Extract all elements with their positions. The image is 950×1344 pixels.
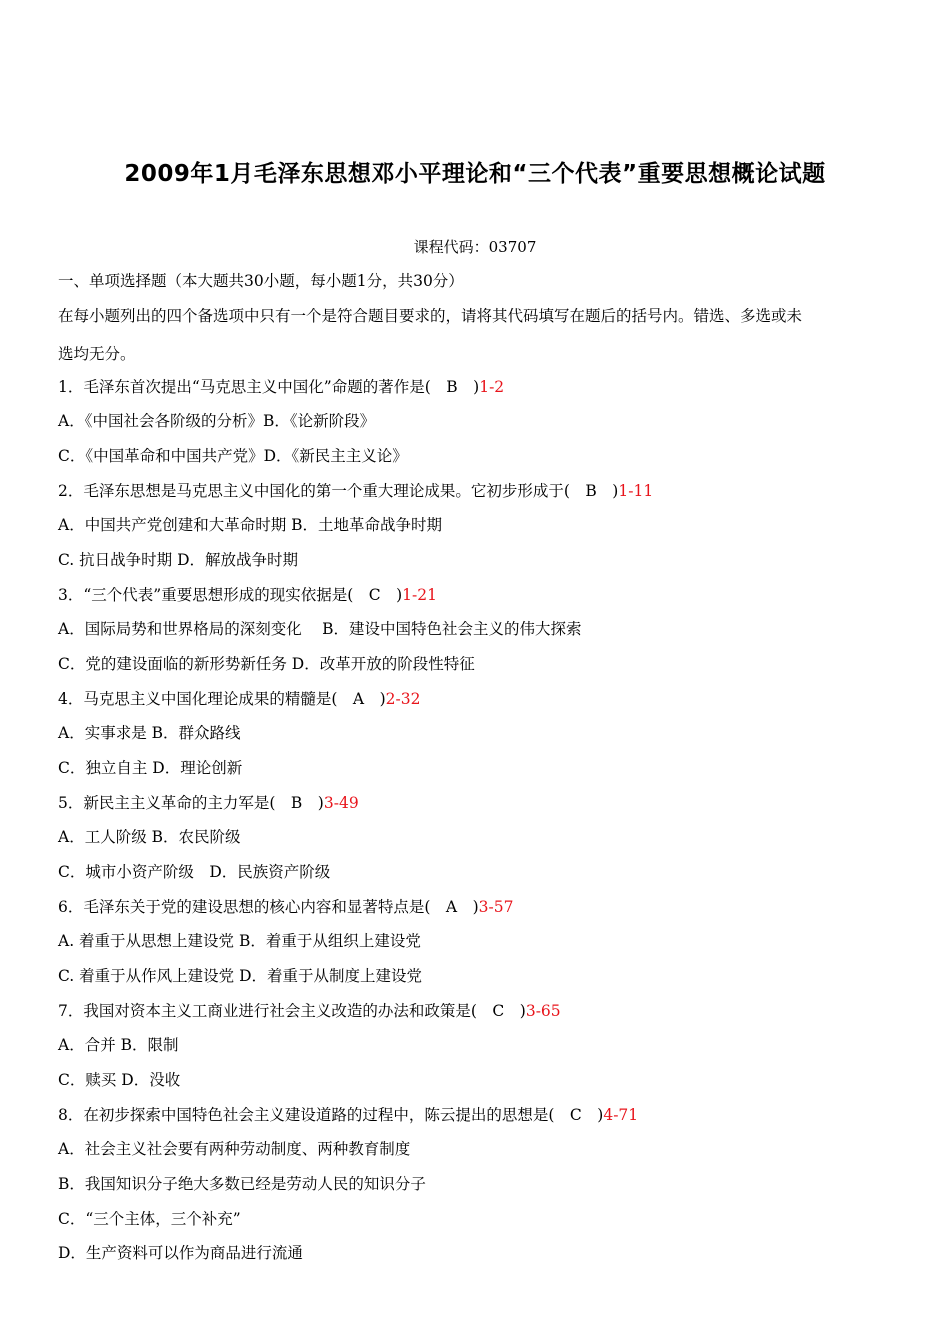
question-stem — [58, 584, 898, 606]
question-option: A．实事求是 B．群众路线 — [58, 724, 241, 742]
question-option: C．“三个主体，三个补充” — [58, 1210, 241, 1228]
question-stem — [58, 688, 898, 710]
question-stem — [58, 792, 898, 814]
question-stem — [58, 1104, 898, 1126]
page-reference: 1-11 — [618, 482, 654, 500]
question-text: 3．“三个代表”重要思想形成的现实依据是( C ) — [58, 586, 403, 604]
page-title: 2009年1月毛泽东思想邓小平理论和“三个代表”重要思想概论试题 — [124, 161, 826, 187]
question-text: 1．毛泽东首次提出“马克思主义中国化”命题的著作是( B ) — [58, 378, 480, 396]
question-stem — [58, 1000, 898, 1022]
question-text: 4．马克思主义中国化理论成果的精髓是( A ) — [58, 690, 386, 708]
question-stem — [58, 376, 898, 398]
question-option: A．工人阶级 B．农民阶级 — [58, 828, 241, 846]
page-reference: 1-21 — [402, 586, 437, 604]
instructions-line: 选均无分。 — [58, 345, 136, 363]
instructions-line: 在每小题列出的四个备选项中只有一个是符合题目要求的，请将其代码填写在题后的括号内。错选、多选或未 — [58, 307, 803, 325]
question-stem — [58, 480, 898, 502]
question-option: C．城市小资产阶级 D．民族资产阶级 — [58, 863, 331, 881]
question-option: C．赎买 D．没收 — [58, 1071, 181, 1089]
question-option: A．社会主义社会要有两种劳动制度、两种教育制度 — [58, 1140, 411, 1158]
question-option: A. 着重于从思想上建设党 B．着重于从组织上建设党 — [58, 932, 421, 950]
question-text: 2．毛泽东思想是马克思主义中国化的第一个重大理论成果。它初步形成于( B ) — [58, 482, 619, 500]
question-option: A．国际局势和世界格局的深刻变化 B．建设中国特色社会主义的伟大探索 — [58, 620, 582, 638]
question-text: 7．我国对资本主义工商业进行社会主义改造的办法和政策是( C ) — [58, 1002, 526, 1020]
page-reference: 3-65 — [525, 1002, 561, 1020]
question-option: C．《中国革命和中国共产党》D．《新民主主义论》 — [58, 447, 408, 465]
page-reference: 3-57 — [478, 898, 514, 916]
page-reference: 3-49 — [323, 794, 359, 812]
question-option: C. 抗日战争时期 D．解放战争时期 — [58, 551, 299, 569]
page-reference: 4-71 — [603, 1106, 639, 1124]
question-option: C．独立自主 D．理论创新 — [58, 759, 243, 777]
question-option: A．合并 B．限制 — [58, 1036, 179, 1054]
question-option: C．党的建设面临的新形势新任务 D．改革开放的阶段性特征 — [58, 655, 475, 673]
page-reference: 2-32 — [385, 690, 421, 708]
question-option: A．中国共产党创建和大革命时期 B．土地革命战争时期 — [58, 516, 443, 534]
page-reference: 1-2 — [479, 378, 505, 396]
question-option: C. 着重于从作风上建设党 D．着重于从制度上建设党 — [58, 967, 423, 985]
question-text: 8．在初步探索中国特色社会主义建设道路的过程中，陈云提出的思想是( C ) — [58, 1106, 604, 1124]
course-code: 课程代码：03707 — [413, 238, 537, 256]
question-text: 5．新民主主义革命的主力军是( B ) — [58, 794, 324, 812]
question-option: A．《中国社会各阶级的分析》B．《论新阶段》 — [58, 412, 376, 430]
question-option: D．生产资料可以作为商品进行流通 — [58, 1244, 303, 1262]
question-stem — [58, 896, 898, 918]
section-header: 一、单项选择题（本大题共30小题，每小题1分，共30分） — [58, 272, 464, 290]
question-option: B．我国知识分子绝大多数已经是劳动人民的知识分子 — [58, 1175, 426, 1193]
question-text: 6．毛泽东关于党的建设思想的核心内容和显著特点是( A ) — [58, 898, 479, 916]
